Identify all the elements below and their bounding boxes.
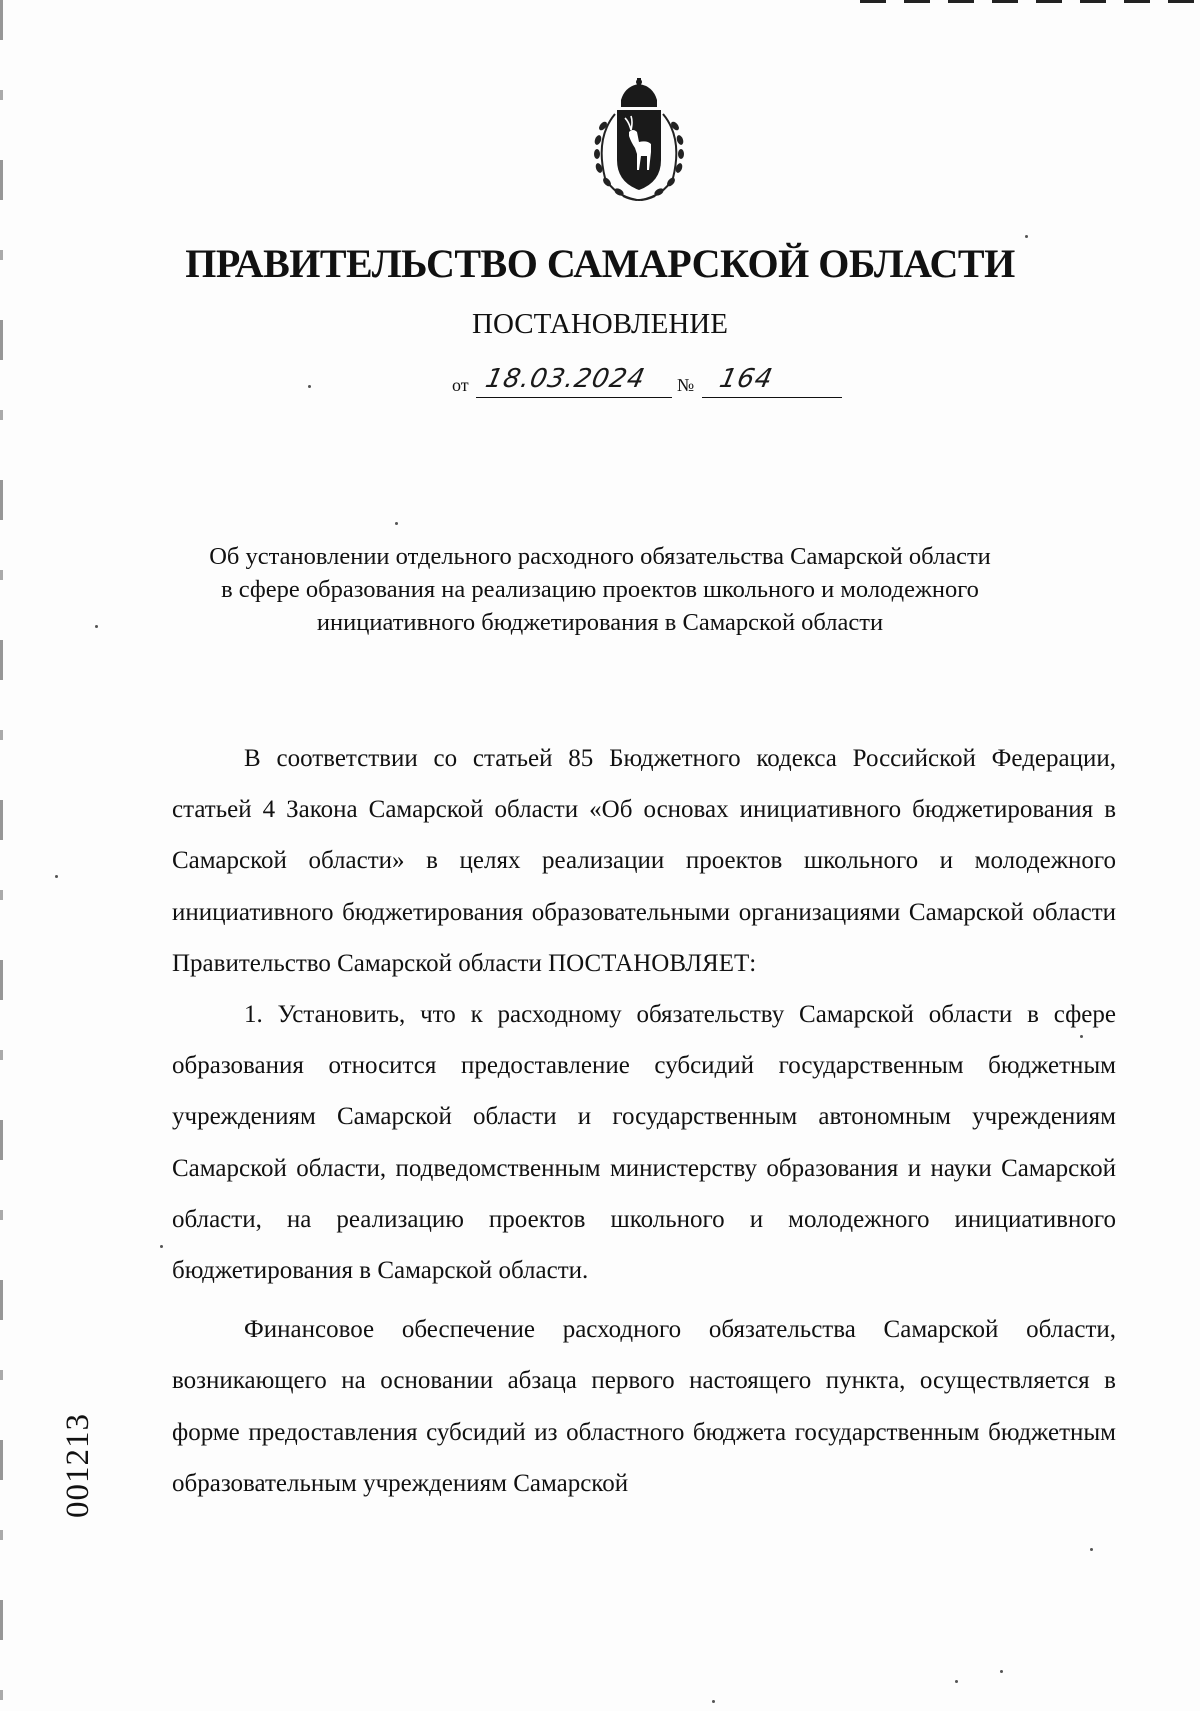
document-subject [150, 540, 1050, 639]
scan-speck [160, 1245, 163, 1248]
number-underline [702, 397, 842, 398]
scan-speck [95, 625, 98, 628]
scan-speck [308, 385, 311, 388]
number-prefix: № [677, 375, 695, 395]
scan-speck [395, 522, 398, 525]
scan-edge-top [860, 0, 1200, 3]
scan-speck [1025, 235, 1028, 238]
document-body [172, 733, 1116, 1509]
subject-line: Об установлении отдельного расходного обязательства Самарской области [209, 543, 991, 570]
government-title: ПРАВИТЕЛЬСТВО САМАРСКОЙ ОБЛАСТИ [185, 241, 1015, 286]
handwritten-date: 18.03.2024 [482, 364, 649, 394]
handwritten-number: 164 [716, 364, 776, 394]
margin-serial-number: 001213 [60, 1413, 96, 1518]
subject-line: в сфере образования на реализацию проектов школьного и молодежного [221, 576, 979, 603]
body-paragraph: 1. Установить, что к расходному обязательству Самарской области в сфере образования относится предоставление субсидий государственным бюджетным учреждениям Самарской области и государственным автономным учреждениям Самарской области, подведомственным министерству образования и науки Самарской области, на реализацию проектов школьного и молодежного инициативного бюджетирования в Самарской области. [172, 1001, 1116, 1285]
coat-of-arms-icon [585, 78, 693, 206]
scan-speck [955, 1680, 958, 1683]
body-paragraph: Финансовое обеспечение расходного обязательства Самарской области, возникающего на основании абзаца первого настоящего пункта, осуществляется в форме предоставления субсидий из областного бюджета государственным бюджетным образовательным учреждениям Самарской [172, 1316, 1116, 1497]
subject-line: инициативного бюджетирования в Самарской области [316, 609, 884, 636]
document-type: ПОСТАНОВЛЕНИЕ [472, 308, 728, 340]
body-paragraph: В соответствии со статьей 85 Бюджетного кодекса Российской Федерации, статьей 4 Закона Самарской области «Об основах инициативного бюджетирования в Самарской области» в целях реализации проектов школьного и молодежного инициативного бюджетирования образовательными организациями Самарской области Правительство Самарской области ПОСТАНОВЛЯЕТ: [172, 745, 1116, 977]
scan-speck [1090, 1548, 1093, 1551]
date-prefix: от [452, 375, 469, 395]
scan-speck [1000, 1670, 1003, 1673]
scan-speck [55, 875, 58, 878]
date-underline [476, 397, 672, 398]
document-date-number [452, 362, 842, 402]
scan-speck [712, 1700, 715, 1703]
